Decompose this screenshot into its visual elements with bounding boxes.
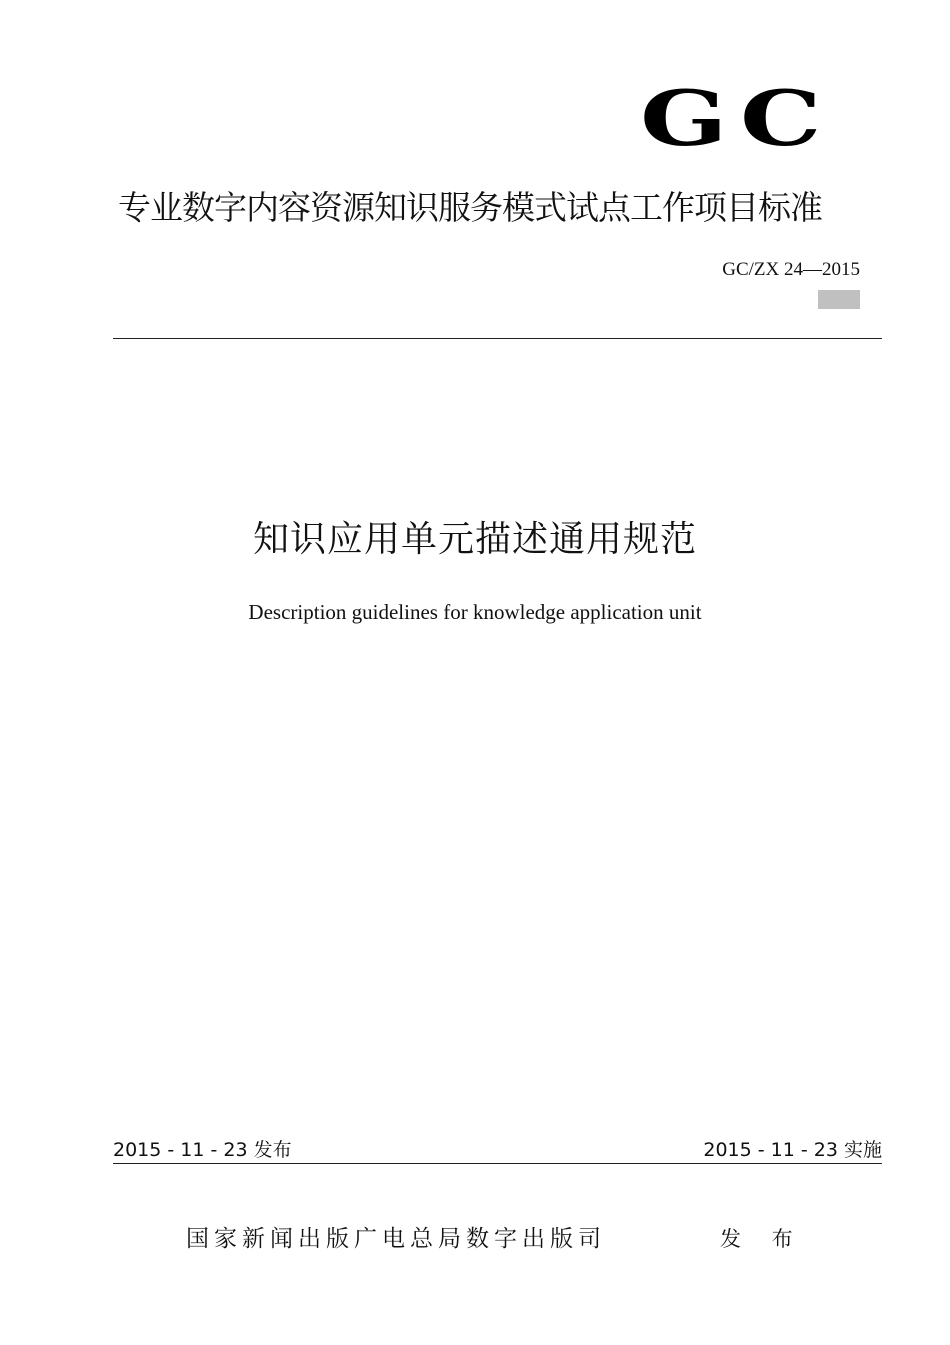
- bottom-divider: [113, 1163, 882, 1164]
- document-subtitle: Description guidelines for knowledge application unit: [248, 600, 702, 624]
- document-title: 知识应用单元描述通用规范: [252, 519, 697, 560]
- top-divider: [113, 338, 882, 339]
- release-date: 2015 - 11 - 23 发布: [113, 1139, 292, 1161]
- series-title: 专业数字内容资源知识服务模式试点工作项目标准: [118, 188, 822, 227]
- placeholder-block: [818, 290, 860, 309]
- standard-number: GC/ZX 24—2015: [722, 259, 860, 280]
- gc-logo: GC: [640, 75, 835, 164]
- implementation-date: 2015 - 11 - 23 实施: [703, 1139, 882, 1161]
- publish-label: 发 布: [720, 1227, 805, 1251]
- publisher-name: 国家新闻出版广电总局数字出版司: [186, 1226, 606, 1252]
